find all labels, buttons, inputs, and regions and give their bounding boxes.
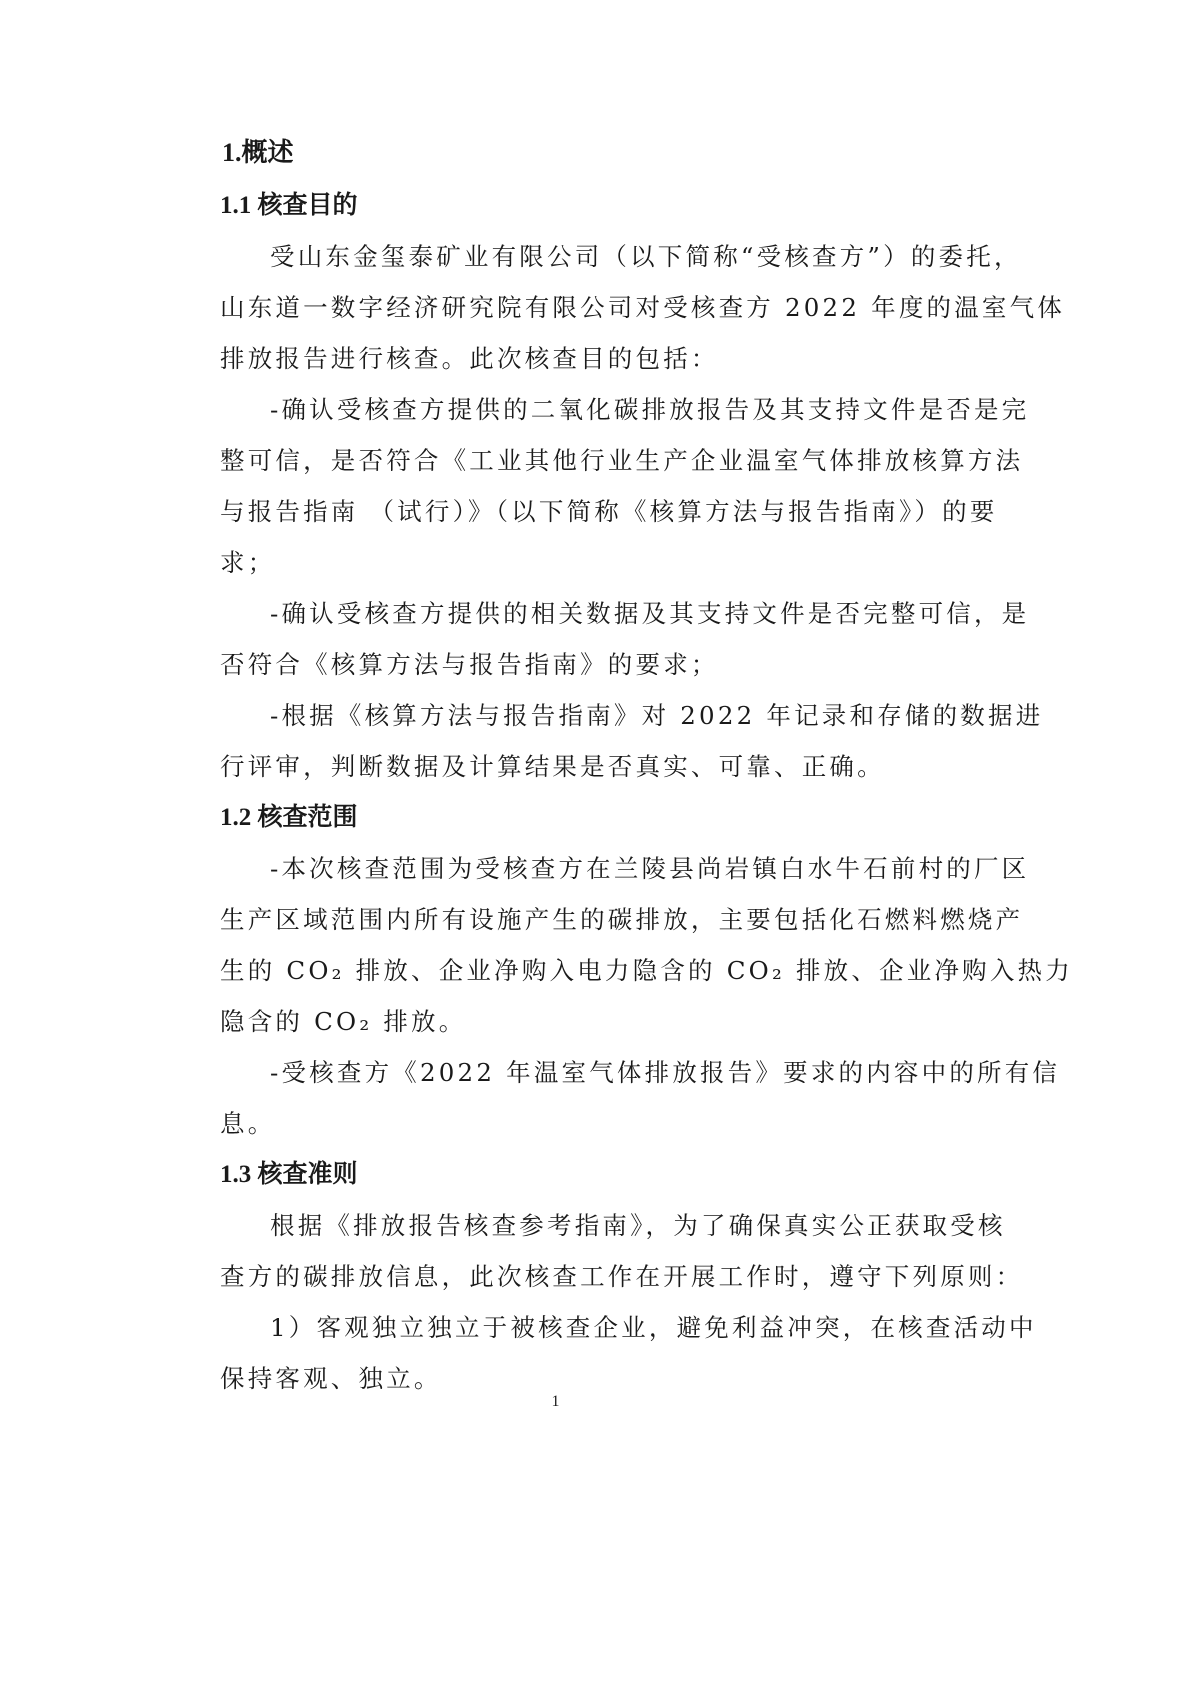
text-line: 否符合《核算方法与报告指南》的要求； [220, 650, 719, 679]
text-line: 求； [220, 548, 276, 577]
page-number: 1 [551, 1393, 560, 1410]
paragraph-purpose-item-2 [170, 588, 1030, 690]
text-line: 1）客观独立独立于被核查企业，避免利益冲突，在核查活动中 [270, 1313, 1037, 1342]
text-line: 排放报告进行核查。此次核查目的包括： [220, 344, 719, 373]
text-line: 查方的碳排放信息，此次核查工作在开展工作时，遵守下列原则： [220, 1262, 1024, 1291]
text-line: 整可信，是否符合《工业其他行业生产企业温室气体排放核算方法 [220, 446, 1024, 475]
paragraph-purpose-item-3 [170, 690, 1044, 792]
text-line: -确认受核查方提供的相关数据及其支持文件是否完整可信，是 [270, 599, 1030, 628]
paragraph-criteria-intro [170, 1200, 1024, 1302]
text-line: 根据《排放报告核查参考指南》，为了确保真实公正获取受核 [270, 1211, 1006, 1240]
section-title: 1.概述 [222, 138, 294, 167]
text-line: 行评审，判断数据及计算结果是否真实、可靠、正确。 [220, 752, 885, 781]
text-line: 息。 [220, 1109, 276, 1138]
paragraph-purpose-intro [170, 231, 1066, 384]
text-line: 保持客观、独立。 [220, 1364, 442, 1393]
heading-1-2: 1.2 核查范围 [220, 804, 358, 831]
text-line: -本次核查范围为受核查方在兰陵县尚岩镇白水牛石前村的厂区 [270, 854, 1030, 883]
heading-1-3: 1.3 核查准则 [220, 1161, 358, 1188]
text-line: 与报告指南 （试行）》（以下简称《核算方法与报告指南》）的要 [220, 497, 998, 526]
paragraph-scope-item-1 [170, 843, 1073, 1047]
text-line: -受核查方《2022 年温室气体排放报告》要求的内容中的所有信 [270, 1058, 1061, 1087]
text-line: 受山东金玺泰矿业有限公司（以下简称“受核查方”）的委托， [270, 242, 1022, 271]
text-line: -根据《核算方法与报告指南》对 2022 年记录和存储的数据进 [270, 701, 1044, 730]
text-line: 隐含的 CO₂ 排放。 [220, 1007, 467, 1036]
paragraph-scope-item-2 [170, 1047, 1061, 1149]
text-line: 生的 CO₂ 排放、企业净购入电力隐含的 CO₂ 排放、企业净购入热力 [220, 956, 1073, 985]
paragraph-criteria-item-1 [170, 1302, 1037, 1404]
paragraph-purpose-item-1 [170, 384, 1030, 588]
heading-1-1: 1.1 核查目的 [220, 192, 358, 219]
text-line: -确认受核查方提供的二氧化碳排放报告及其支持文件是否是完 [270, 395, 1030, 424]
document-page [170, 128, 1073, 1404]
text-line: 生产区域范围内所有设施产生的碳排放，主要包括化石燃料燃烧产 [220, 905, 1024, 934]
text-line: 山东道一数字经济研究院有限公司对受核查方 2022 年度的温室气体 [220, 293, 1066, 322]
